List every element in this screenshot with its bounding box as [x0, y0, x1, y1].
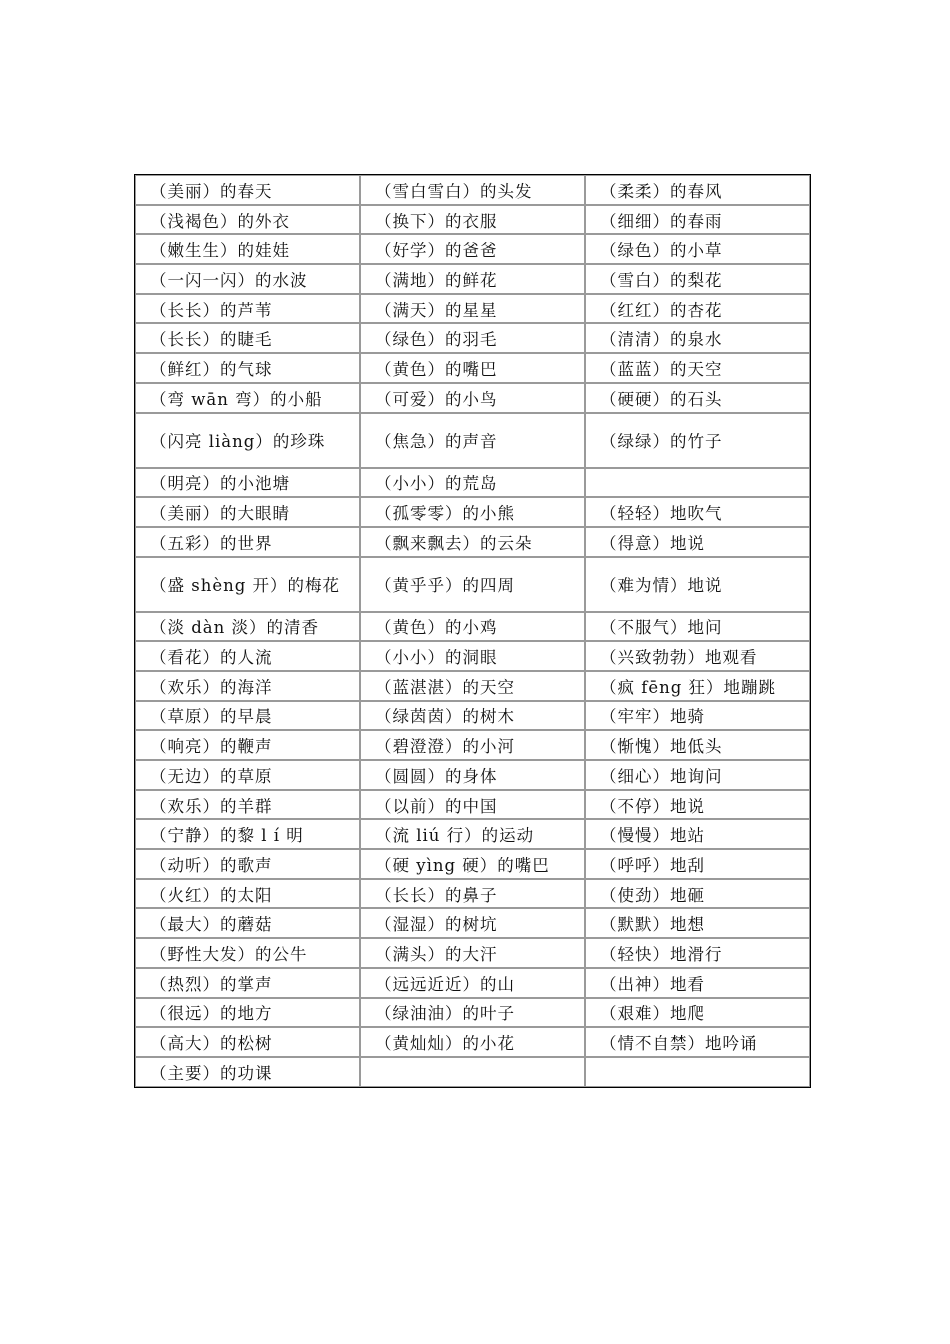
table-cell: （使劲）地砸 — [585, 879, 810, 909]
table-cell: （默默）地想 — [585, 908, 810, 938]
table-row — [135, 557, 810, 612]
table-cell: （好学）的爸爸 — [360, 234, 585, 264]
table-row — [135, 760, 810, 790]
table-row — [135, 790, 810, 820]
table-cell: （出神）地看 — [585, 968, 810, 998]
table-cell: （绿茵茵）的树木 — [360, 701, 585, 731]
table-row — [135, 671, 810, 701]
table-cell: （慢慢）地站 — [585, 819, 810, 849]
table-row — [135, 968, 810, 998]
table-cell: （艰难）地爬 — [585, 998, 810, 1028]
table-row — [135, 497, 810, 527]
table-cell: （惭愧）地低头 — [585, 730, 810, 760]
table-cell: （长长）的鼻子 — [360, 879, 585, 909]
table-cell: （长长）的睫毛 — [135, 323, 360, 353]
table-row — [135, 175, 810, 205]
table-row — [135, 264, 810, 294]
table-cell: （满天）的星星 — [360, 294, 585, 324]
table-cell: （主要）的功课 — [135, 1057, 360, 1087]
table-row — [135, 730, 810, 760]
table-cell: （细细）的春雨 — [585, 205, 810, 235]
table-cell: （碧澄澄）的小河 — [360, 730, 585, 760]
table-cell: （美丽）的大眼睛 — [135, 497, 360, 527]
phrase-table — [134, 174, 811, 1088]
table-row — [135, 1027, 810, 1057]
table-cell: （黄乎乎）的四周 — [360, 557, 585, 612]
table-row — [135, 234, 810, 264]
table-cell: （硬 yìng 硬）的嘴巴 — [360, 849, 585, 879]
table-cell: （不服气）地问 — [585, 612, 810, 642]
table-row — [135, 938, 810, 968]
table-cell: （得意）地说 — [585, 527, 810, 557]
table-cell: （飘来飘去）的云朵 — [360, 527, 585, 557]
table-cell: （绿油油）的叶子 — [360, 998, 585, 1028]
table-cell: （柔柔）的春风 — [585, 175, 810, 205]
table-cell: （欢乐）的羊群 — [135, 790, 360, 820]
table-cell: （动听）的歌声 — [135, 849, 360, 879]
table-cell: （轻轻）地吹气 — [585, 497, 810, 527]
table-cell: （盛 shèng 开）的梅花 — [135, 557, 360, 612]
table-cell: （孤零零）的小熊 — [360, 497, 585, 527]
table-cell: （细心）地询问 — [585, 760, 810, 790]
table-cell: （淡 dàn 淡）的清香 — [135, 612, 360, 642]
table-row — [135, 205, 810, 235]
table-cell: （远远近近）的山 — [360, 968, 585, 998]
table-row — [135, 641, 810, 671]
table-row — [135, 908, 810, 938]
table-row — [135, 294, 810, 324]
table-cell: （湿湿）的树坑 — [360, 908, 585, 938]
table-row — [135, 527, 810, 557]
table-cell: （硬硬）的石头 — [585, 383, 810, 413]
table-cell: （轻快）地滑行 — [585, 938, 810, 968]
table-cell: （嫩生生）的娃娃 — [135, 234, 360, 264]
table-cell: （蓝湛湛）的天空 — [360, 671, 585, 701]
table-body — [135, 175, 810, 1087]
table-cell: （满头）的大汗 — [360, 938, 585, 968]
table-cell: （美丽）的春天 — [135, 175, 360, 205]
table-cell: （响亮）的鞭声 — [135, 730, 360, 760]
table-cell: （以前）的中国 — [360, 790, 585, 820]
table-cell: （流 liú 行）的运动 — [360, 819, 585, 849]
table-cell: （火红）的太阳 — [135, 879, 360, 909]
table-cell: （宁静）的黎 l í 明 — [135, 819, 360, 849]
table-cell: （草原）的早晨 — [135, 701, 360, 731]
table-cell: （绿色）的羽毛 — [360, 323, 585, 353]
table-row — [135, 468, 810, 498]
table-cell: （满地）的鲜花 — [360, 264, 585, 294]
table-cell: （圆圆）的身体 — [360, 760, 585, 790]
table-cell: （欢乐）的海洋 — [135, 671, 360, 701]
table-cell: （黄灿灿）的小花 — [360, 1027, 585, 1057]
table-cell: （情不自禁）地吟诵 — [585, 1027, 810, 1057]
table-cell: （小小）的荒岛 — [360, 468, 585, 498]
table-cell: （焦急）的声音 — [360, 413, 585, 468]
table-cell: （牢牢）地骑 — [585, 701, 810, 731]
table-row — [135, 413, 810, 468]
table-row — [135, 353, 810, 383]
table-cell: （清清）的泉水 — [585, 323, 810, 353]
table-row — [135, 383, 810, 413]
table-cell: （长长）的芦苇 — [135, 294, 360, 324]
table-cell: （五彩）的世界 — [135, 527, 360, 557]
table-cell: （绿色）的小草 — [585, 234, 810, 264]
table-cell: （绿绿）的竹子 — [585, 413, 810, 468]
table-cell: （不停）地说 — [585, 790, 810, 820]
table-row — [135, 701, 810, 731]
table-cell: （黄色）的嘴巴 — [360, 353, 585, 383]
table-row — [135, 998, 810, 1028]
table-cell: （鲜红）的气球 — [135, 353, 360, 383]
table-row — [135, 1057, 810, 1087]
table-cell: （野性大发）的公牛 — [135, 938, 360, 968]
table-cell: （最大）的蘑菇 — [135, 908, 360, 938]
table-row — [135, 323, 810, 353]
table-cell: （雪白）的梨花 — [585, 264, 810, 294]
table-cell: （很远）的地方 — [135, 998, 360, 1028]
table-cell: （红红）的杏花 — [585, 294, 810, 324]
table-cell: （呼呼）地刮 — [585, 849, 810, 879]
table-cell: （浅褐色）的外衣 — [135, 205, 360, 235]
table-cell — [585, 1057, 810, 1087]
table-cell — [360, 1057, 585, 1087]
table-cell: （一闪一闪）的水波 — [135, 264, 360, 294]
table-row — [135, 819, 810, 849]
table-cell: （闪亮 liàng）的珍珠 — [135, 413, 360, 468]
table-cell: （黄色）的小鸡 — [360, 612, 585, 642]
table-cell: （明亮）的小池塘 — [135, 468, 360, 498]
table-cell: （看花）的人流 — [135, 641, 360, 671]
table-cell: （弯 wān 弯）的小船 — [135, 383, 360, 413]
table-cell: （雪白雪白）的头发 — [360, 175, 585, 205]
table-cell: （高大）的松树 — [135, 1027, 360, 1057]
table-row — [135, 879, 810, 909]
table-cell: （换下）的衣服 — [360, 205, 585, 235]
table-cell: （可爱）的小鸟 — [360, 383, 585, 413]
table-row — [135, 612, 810, 642]
table-cell: （蓝蓝）的天空 — [585, 353, 810, 383]
table-cell: （无边）的草原 — [135, 760, 360, 790]
table-cell: （疯 fēng 狂）地蹦跳 — [585, 671, 810, 701]
table-cell: （兴致勃勃）地观看 — [585, 641, 810, 671]
table-cell — [585, 468, 810, 498]
table-row — [135, 849, 810, 879]
table-cell: （热烈）的掌声 — [135, 968, 360, 998]
table-cell: （难为情）地说 — [585, 557, 810, 612]
table-cell: （小小）的洞眼 — [360, 641, 585, 671]
